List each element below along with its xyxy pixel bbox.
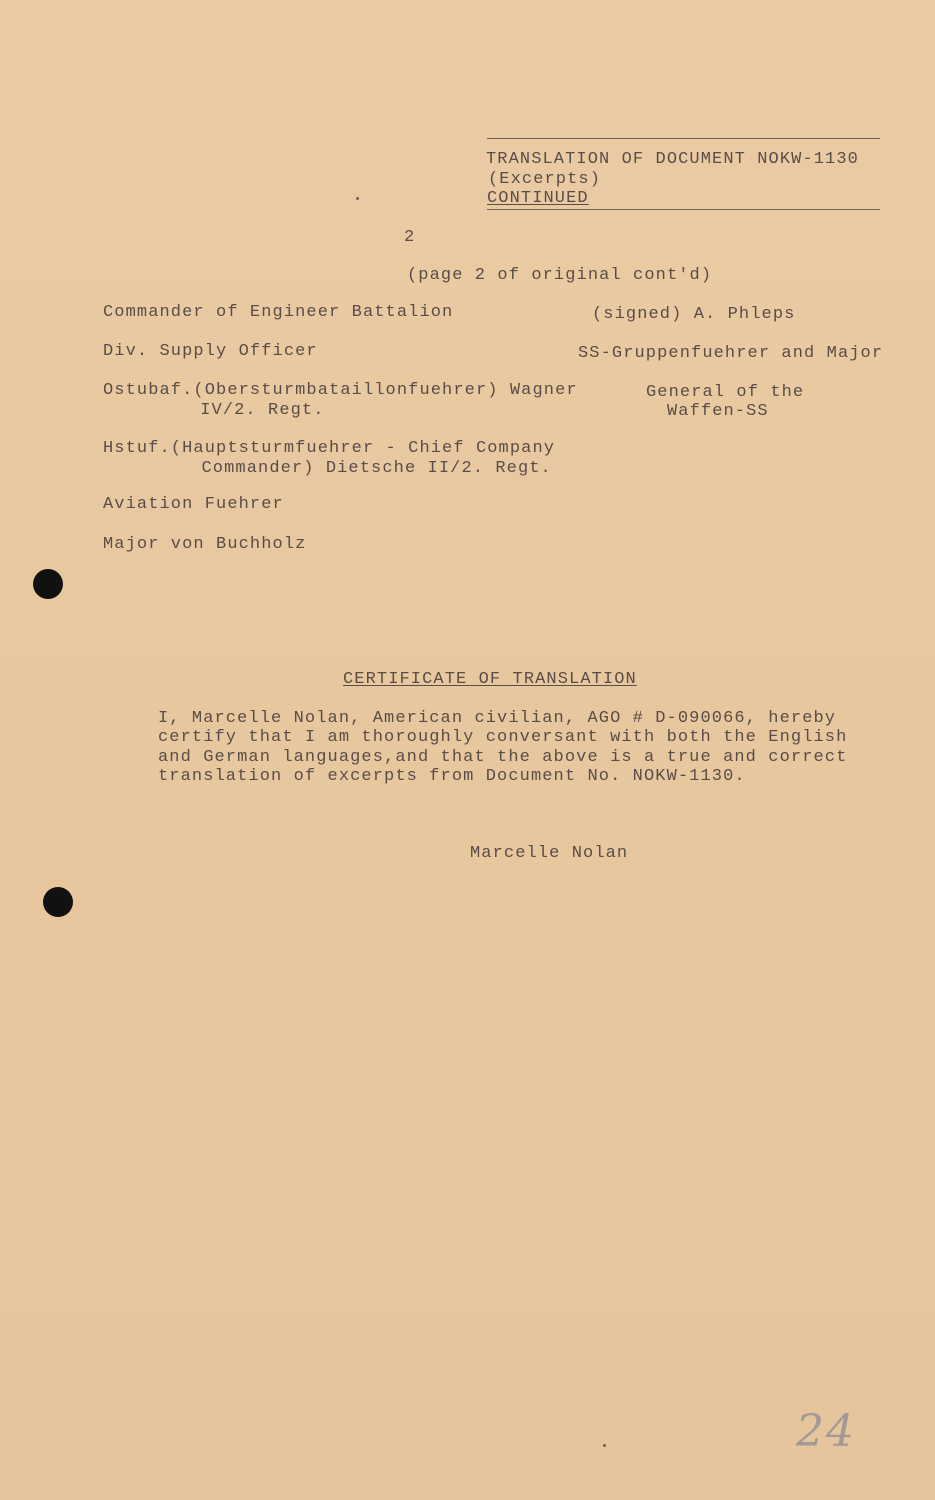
- paper-speck: [356, 197, 359, 200]
- rank-line-1: SS-Gruppenfuehrer and Major: [578, 344, 884, 363]
- punch-hole-bottom: [43, 887, 73, 917]
- header-bottom-rule: [487, 209, 880, 210]
- signed-line: (signed) A. Phleps: [592, 305, 796, 324]
- certificate-body-line: and German languages,and that the above is a true and correct: [158, 748, 848, 767]
- certificate-body-line: certify that I am thoroughly conversant with both the English: [158, 728, 848, 747]
- list-item: Commander of Engineer Battalion: [103, 303, 454, 322]
- punch-hole-top: [33, 569, 63, 599]
- list-item: Commander) Dietsche II/2. Regt.: [145, 459, 552, 478]
- list-item: Div. Supply Officer: [103, 342, 318, 361]
- certificate-signer: Marcelle Nolan: [470, 844, 629, 863]
- list-item: Major von Buchholz: [103, 535, 307, 554]
- handwritten-page-mark: 24: [796, 1406, 856, 1457]
- list-item: Ostubaf.(Obersturmbataillonfuehrer) Wagner: [103, 381, 578, 400]
- header-line-3: CONTINUED: [487, 189, 589, 208]
- rank-line-2: General of the: [646, 383, 805, 402]
- header-line-1: TRANSLATION OF DOCUMENT NOKW-1130: [486, 150, 859, 169]
- certificate-body-line: I, Marcelle Nolan, American civilian, AGO # D-090066, hereby: [158, 709, 837, 728]
- page-number: 2: [404, 228, 416, 247]
- header-top-rule: [487, 138, 880, 139]
- header-line-2: (Excerpts): [488, 170, 602, 189]
- list-item: Aviation Fuehrer: [103, 495, 284, 514]
- certificate-title: CERTIFICATE OF TRANSLATION: [343, 670, 637, 689]
- rank-line-3: Waffen-SS: [667, 402, 769, 421]
- paper-speck: [603, 1444, 606, 1447]
- list-item: IV/2. Regt.: [155, 401, 325, 420]
- page-note: (page 2 of original cont'd): [407, 266, 713, 285]
- certificate-body-line: translation of excerpts from Document No. NOKW-1130.: [158, 767, 746, 786]
- list-item: Hstuf.(Hauptsturmfuehrer - Chief Company: [103, 439, 556, 458]
